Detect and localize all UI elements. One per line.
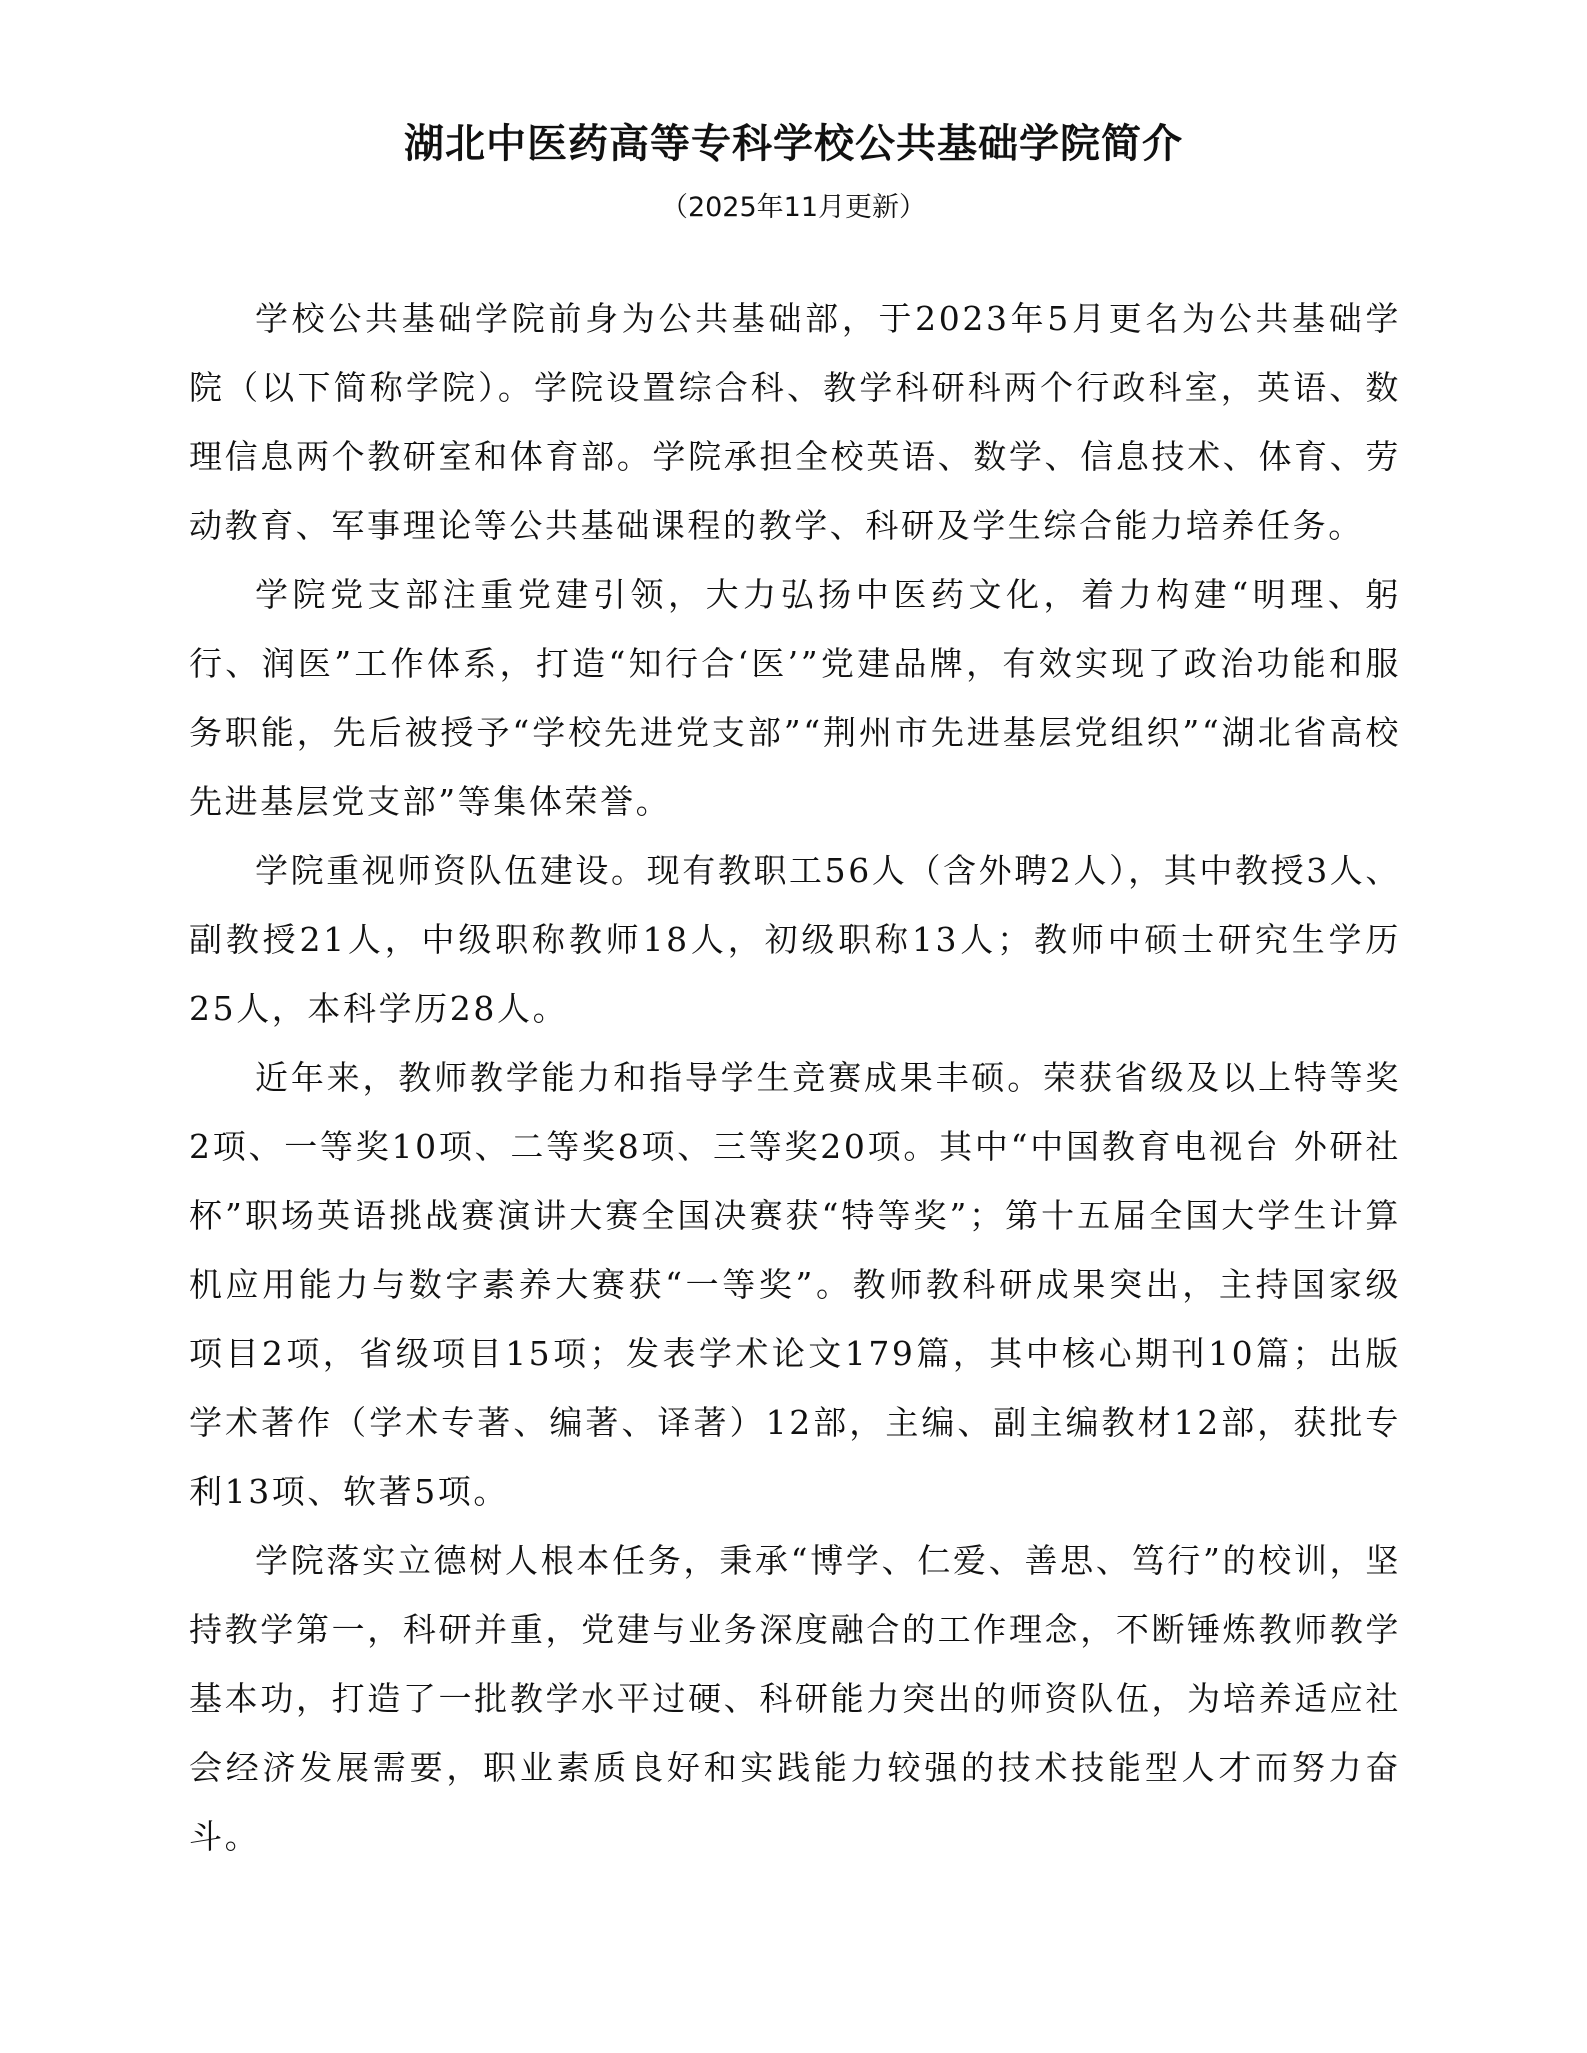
document-body	[189, 284, 1401, 1871]
paragraph-achievements: 近年来，教师教学能力和指导学生竞赛成果丰硕。荣获省级及以上特等奖2项、一等奖10项、二等奖8项、三等奖20项。其中“中国教育电视台 外研社杯”职场英语挑战赛演讲大赛全国决赛获“特等奖”；第十五届全国大学生计算机应用能力与数字素养大赛获“一等奖”。教师教科研成果突出，主持国家级项目2项，省级项目15项；发表学术论文179篇，其中核心期刊10篇；出版学术著作（学术专著、编著、译著）12部，主编、副主编教材12部，获批专利13项、软著5项。	[189, 1058, 1401, 1511]
paragraph-overview: 学校公共基础学院前身为公共基础部，于2023年5月更名为公共基础学院（以下简称学院）。学院设置综合科、教学科研科两个行政科室，英语、数理信息两个教研室和体育部。学院承担全校英语、数学、信息技术、体育、劳动教育、军事理论等公共基础课程的教学、科研及学生综合能力培养任务。	[189, 299, 1401, 545]
paragraph-party-branch: 学院党支部注重党建引领，大力弘扬中医药文化，着力构建“明理、躬行、润医”工作体系，打造“知行合‘医’”党建品牌，有效实现了政治功能和服务职能，先后被授予“学校先进党支部”“荆州市先进基层党组织”“湖北省高校先进基层党支部”等集体荣誉。	[189, 575, 1401, 821]
paragraph-mission: 学院落实立德树人根本任务，秉承“博学、仁爱、善思、笃行”的校训，坚持教学第一，科研并重，党建与业务深度融合的工作理念，不断锤炼教师教学基本功，打造了一批教学水平过硬、科研能力突出的师资队伍，为培养适应社会经济发展需要，职业素质良好和实践能力较强的技术技能型人才而努力奋斗。	[189, 1541, 1401, 1856]
document-update-date: （2025年11月更新）	[660, 192, 927, 223]
paragraph-faculty: 学院重视师资队伍建设。现有教职工56人（含外聘2人），其中教授3人、副教授21人，中级职称教师18人，初级职称13人；教师中硕士研究生学历25人，本科学历28人。	[189, 851, 1401, 1028]
document-title: 湖北中医药高等专科学校公共基础学院简介	[404, 121, 1183, 167]
